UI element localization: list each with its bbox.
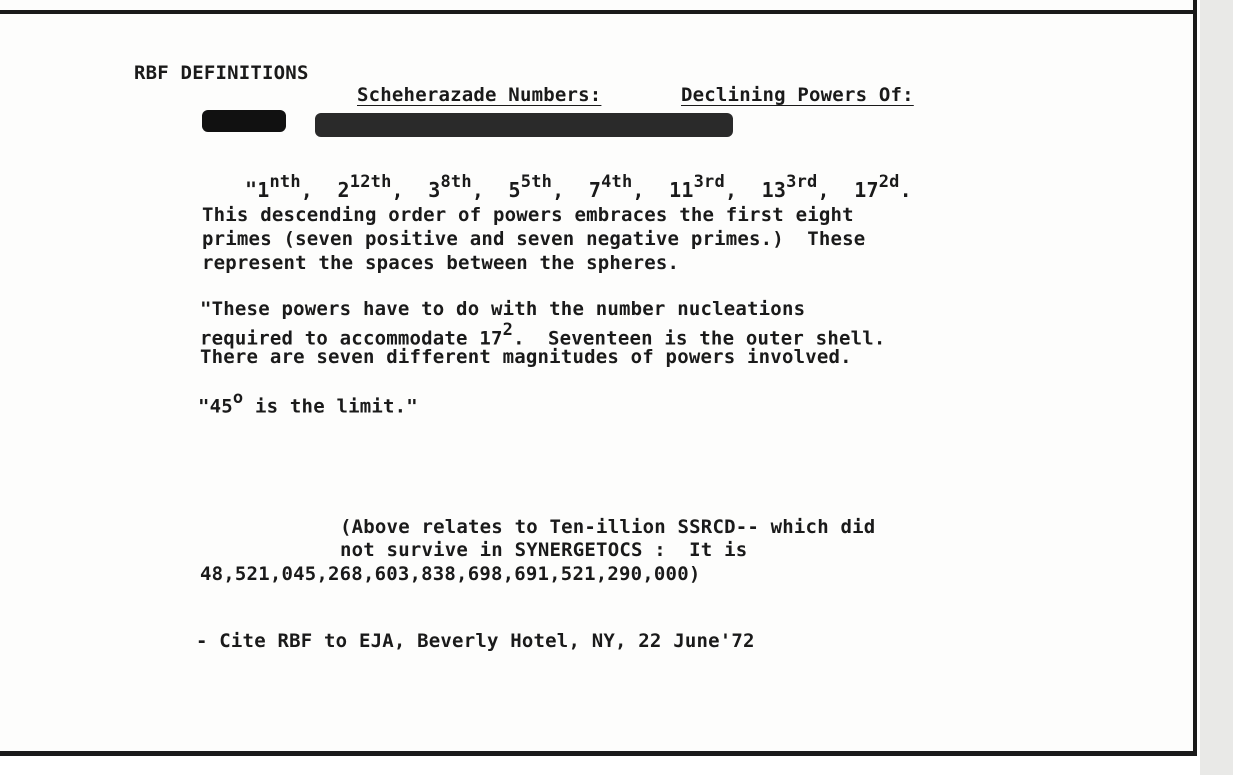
limit-quote: "45$^o$ is the limit."	[198, 388, 418, 418]
para2-line1: "These powers have to do with the number nucleations	[200, 298, 806, 320]
citation: - Cite RBF to EJA, Beverly Hotel, NY, 22 June'72	[196, 630, 755, 652]
power-item: $2^{12th}$,	[337, 172, 404, 202]
note-line1: (Above relates to Ten-illion SSRCD-- which did	[340, 516, 876, 538]
power-item: $17^{2d}$.	[854, 172, 912, 202]
power-item: $13^{3rd}$,	[761, 172, 830, 202]
power-item: $3^{8th}$,	[428, 172, 485, 202]
section-label: RBF DEFINITIONS	[134, 62, 309, 84]
para2-line3: There are seven different magnitudes of powers involved.	[200, 346, 852, 368]
para2-line2: required to accommodate $17^2$. Seventeen is the outer shell.	[200, 320, 886, 350]
redaction-bar-large	[315, 113, 733, 137]
title-declining-powers: Declining Powers Of:	[681, 84, 914, 106]
power-item: $1^{nth}$,	[257, 172, 314, 202]
power-item: $11^{3rd}$,	[669, 172, 738, 202]
note-line2: not survive in SYNERGETOCS : It is	[340, 539, 748, 561]
power-item: $5^{5th}$,	[508, 172, 565, 202]
para1-line2: primes (seven positive and seven negative primes.) These	[202, 228, 866, 250]
power-item: $7^{4th}$,	[588, 172, 645, 202]
para1-line1: This descending order of powers embraces the first eight	[202, 204, 854, 226]
top-rule	[0, 10, 1197, 14]
title-scheherazade: Scheherazade Numbers:	[357, 84, 602, 106]
redaction-bar-small	[202, 110, 286, 132]
page-edge-strip	[1200, 0, 1233, 775]
para1-line3: represent the spaces between the spheres.	[202, 252, 680, 274]
open-quote: "	[244, 177, 258, 202]
note-line3: 48,521,045,268,603,838,698,691,521,290,000)	[200, 563, 701, 585]
